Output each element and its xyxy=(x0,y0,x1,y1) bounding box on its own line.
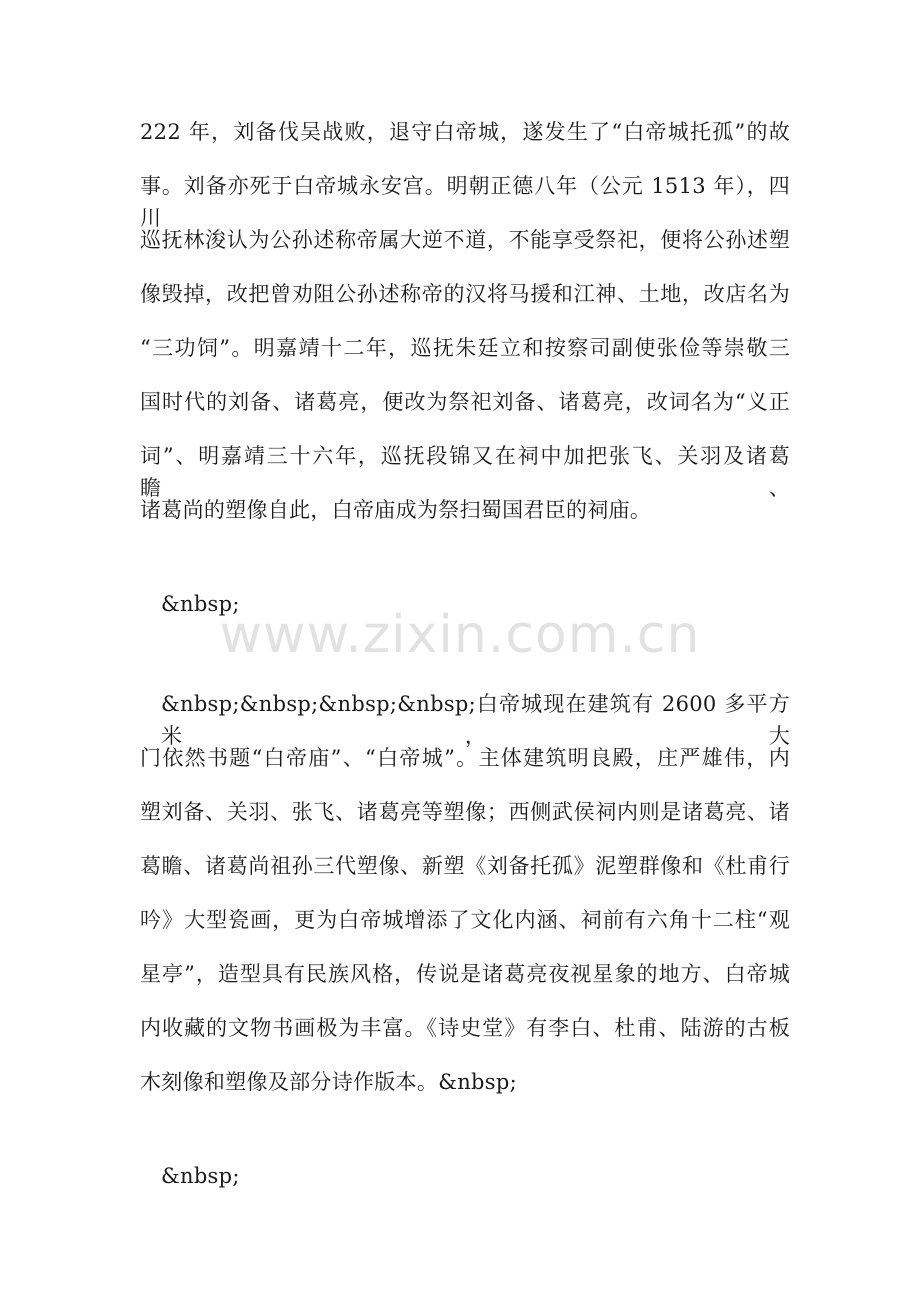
paragraph-1-line-2: 事。刘备亦死于白帝城永安宫。明朝正德八年（公元 1513 年），四川 xyxy=(140,174,790,230)
paragraph-1-line-4: 像毁掉，改把曾劝阻公孙述称帝的汉将马援和江神、土地，改店名为 xyxy=(140,282,790,306)
paragraph-2-line-5: 吟》大型瓷画，更为白帝城增添了文化内涵、祠前有六角十二柱“观 xyxy=(140,908,790,932)
paragraph-2-line-8: 木刻像和塑像及部分诗作版本。&nbsp; xyxy=(140,1070,517,1094)
paragraph-1-line-1: 222 年，刘备伐吴战败，退守白帝城，遂发生了“白帝城托孤”的故 xyxy=(140,120,790,144)
blank-line-1: &nbsp; xyxy=(161,592,240,616)
paragraph-1-line-6: 国时代的刘备、诸葛亮，便改为祭祀刘备、诸葛亮，改词名为“义正 xyxy=(140,390,790,414)
paragraph-1-line-8: 诸葛尚的塑像自此，白帝庙成为祭扫蜀国君臣的祠庙。 xyxy=(140,498,652,522)
paragraph-2-line-7: 内收藏的文物书画极为丰富。《诗史堂》有李白、杜甫、陆游的古板 xyxy=(140,1016,790,1040)
paragraph-2-line-4: 葛瞻、诸葛尚祖孙三代塑像、新塑《刘备托孤》泥塑群像和《杜甫行 xyxy=(140,854,790,878)
paragraph-2-line-3: 塑刘备、关羽、张飞、诸葛亮等塑像；西侧武侯祠内则是诸葛亮、诸 xyxy=(140,800,790,824)
paragraph-1-line-7: 词”、明嘉靖三十六年，巡抚段锦又在祠中加把张飞、关羽及诸葛瞻、 xyxy=(140,444,790,500)
paragraph-2-line-2: 门依然书题“白帝庙”、“白帝城”。主体建筑明良殿，庄严雄伟，内 xyxy=(140,746,790,770)
paragraph-2-line-1: &nbsp;&nbsp;&nbsp;&nbsp;白帝城现在建筑有 2600 多平方米，大 xyxy=(161,692,790,748)
blank-line-2: &nbsp; xyxy=(161,1164,240,1188)
paragraph-1-line-5: “三功饲”。明嘉靖十二年，巡抚朱廷立和按察司副使张俭等崇敬三 xyxy=(140,336,790,360)
paragraph-2-line-6: 星亭”，造型具有民族风格，传说是诸葛亮夜视星象的地方、白帝城 xyxy=(140,962,790,986)
paragraph-1-line-3: 巡抚林浚认为公孙述称帝属大逆不道，不能享受祭祀，便将公孙述塑 xyxy=(140,228,790,252)
watermark: www.zixin.com.cn xyxy=(219,605,701,665)
